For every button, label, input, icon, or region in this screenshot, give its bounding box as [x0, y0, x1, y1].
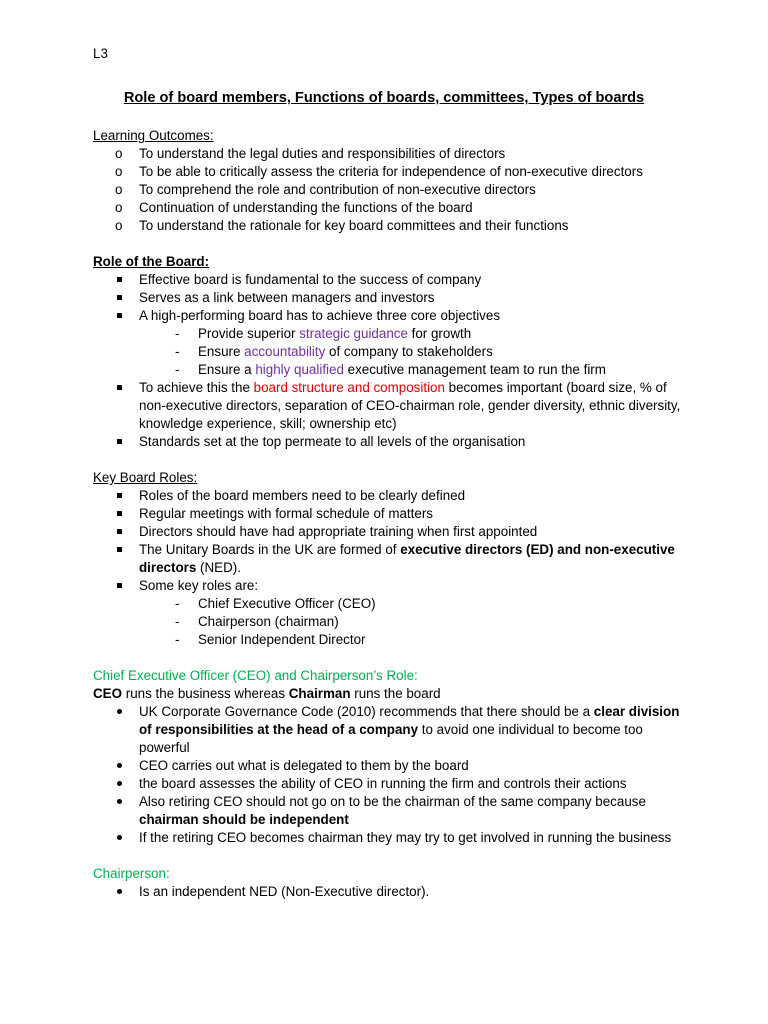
- sub-list-item: - Chief Executive Officer (CEO): [93, 595, 693, 613]
- page-label: L3: [93, 46, 108, 61]
- square-bullet-icon: [115, 379, 129, 390]
- square-bullet-icon: [115, 505, 129, 516]
- list-item: The Unitary Boards in the UK are formed of executive directors (ED) and non-executive directors (NED).: [93, 541, 693, 577]
- key-board-roles-heading: Key Board Roles:: [93, 470, 198, 485]
- circle-bullet-icon: [115, 217, 129, 235]
- list-item: o Continuation of understanding the functions of the board: [93, 199, 693, 217]
- dot-bullet-icon: [115, 883, 129, 894]
- sub-list-item: - Senior Independent Director: [93, 631, 693, 649]
- square-bullet-icon: [115, 523, 129, 534]
- circle-bullet-icon: [115, 163, 129, 181]
- list-item: o To comprehend the role and contribution of non-executive directors: [93, 181, 693, 199]
- dot-bullet-icon: [115, 757, 129, 768]
- list-item: CEO carries out what is delegated to them by the board: [93, 757, 693, 775]
- square-bullet-icon: [115, 541, 129, 552]
- chairperson-heading: Chairperson:: [93, 866, 170, 881]
- bold-text: chairman should be independent: [139, 812, 349, 827]
- square-bullet-icon: [115, 487, 129, 498]
- square-bullet-icon: [115, 577, 129, 588]
- document-body: [93, 127, 693, 901]
- dash-bullet-icon: [175, 595, 189, 613]
- list-item: Standards set at the top permeate to all levels of the organisation: [93, 433, 693, 451]
- list-item: the board assesses the ability of CEO in running the firm and controls their actions: [93, 775, 693, 793]
- highlight-text: strategic guidance: [299, 326, 408, 341]
- list-item: o To understand the legal duties and responsibilities of directors: [93, 145, 693, 163]
- square-bullet-icon: [115, 307, 129, 318]
- highlight-text: highly qualified: [255, 362, 344, 377]
- document-title: Role of board members, Functions of boards, committees, Types of boards: [123, 90, 645, 106]
- square-bullet-icon: [115, 433, 129, 444]
- dot-bullet-icon: [115, 775, 129, 786]
- dash-bullet-icon: [175, 343, 189, 361]
- learning-outcomes-list: [93, 145, 693, 235]
- circle-bullet-icon: [115, 181, 129, 199]
- highlight-text: accountability: [244, 344, 326, 359]
- list-item: Also retiring CEO should not go on to be the chairman of the same company because chairman should be independent: [93, 793, 693, 829]
- bold-text: clear division of responsibilities at the head of a company: [139, 704, 680, 737]
- list-item: Effective board is fundamental to the success of company: [93, 271, 693, 289]
- dot-bullet-icon: [115, 793, 129, 804]
- list-item: If the retiring CEO becomes chairman they may try to get involved in running the business: [93, 829, 693, 847]
- list-item: Is an independent NED (Non-Executive director).: [93, 883, 693, 901]
- square-bullet-icon: [115, 289, 129, 300]
- dot-bullet-icon: [115, 703, 129, 714]
- sub-list-item: - Provide superior strategic guidance for growth: [93, 325, 693, 343]
- sub-list-item: - Ensure a highly qualified executive management team to run the firm: [93, 361, 693, 379]
- list-item: Serves as a link between managers and investors: [93, 289, 693, 307]
- list-item: To achieve this the board structure and composition becomes important (board size, % of non-executive directors, separation of CEO-chairman role, gender diversity, ethnic diversity, knowledge experience, skill; ownership etc): [93, 379, 693, 433]
- dash-bullet-icon: [175, 631, 189, 649]
- circle-bullet-icon: [115, 145, 129, 163]
- bold-text: executive directors (ED) and non-executive directors: [139, 542, 675, 575]
- list-item: Some key roles are:: [93, 577, 693, 595]
- dash-bullet-icon: [175, 613, 189, 631]
- sub-list-item: - Chairperson (chairman): [93, 613, 693, 631]
- sub-list-item: - Ensure accountability of company to stakeholders: [93, 343, 693, 361]
- list-item: Regular meetings with formal schedule of matters: [93, 505, 693, 523]
- learning-outcomes-heading: Learning Outcomes:: [93, 128, 214, 143]
- ceo-intro-line: CEO runs the business whereas Chairman runs the board: [93, 686, 441, 701]
- dash-bullet-icon: [175, 361, 189, 379]
- highlight-text: board structure and composition: [253, 380, 445, 395]
- list-item: A high-performing board has to achieve three core objectives: [93, 307, 693, 325]
- circle-bullet-icon: [115, 199, 129, 217]
- ceo-chairperson-heading: Chief Executive Officer (CEO) and Chairperson’s Role:: [93, 668, 418, 683]
- role-of-board-heading: Role of the Board:: [93, 254, 210, 269]
- dash-bullet-icon: [175, 325, 189, 343]
- list-item: UK Corporate Governance Code (2010) recommends that there should be a clear division of responsibilities at the head of a company to avoid one individual to become too powerful: [93, 703, 693, 757]
- dot-bullet-icon: [115, 829, 129, 840]
- list-item: Directors should have had appropriate training when first appointed: [93, 523, 693, 541]
- list-item: o To understand the rationale for key board committees and their functions: [93, 217, 693, 235]
- square-bullet-icon: [115, 271, 129, 282]
- list-item: Roles of the board members need to be clearly defined: [93, 487, 693, 505]
- list-item: o To be able to critically assess the criteria for independence of non-executive directors: [93, 163, 693, 181]
